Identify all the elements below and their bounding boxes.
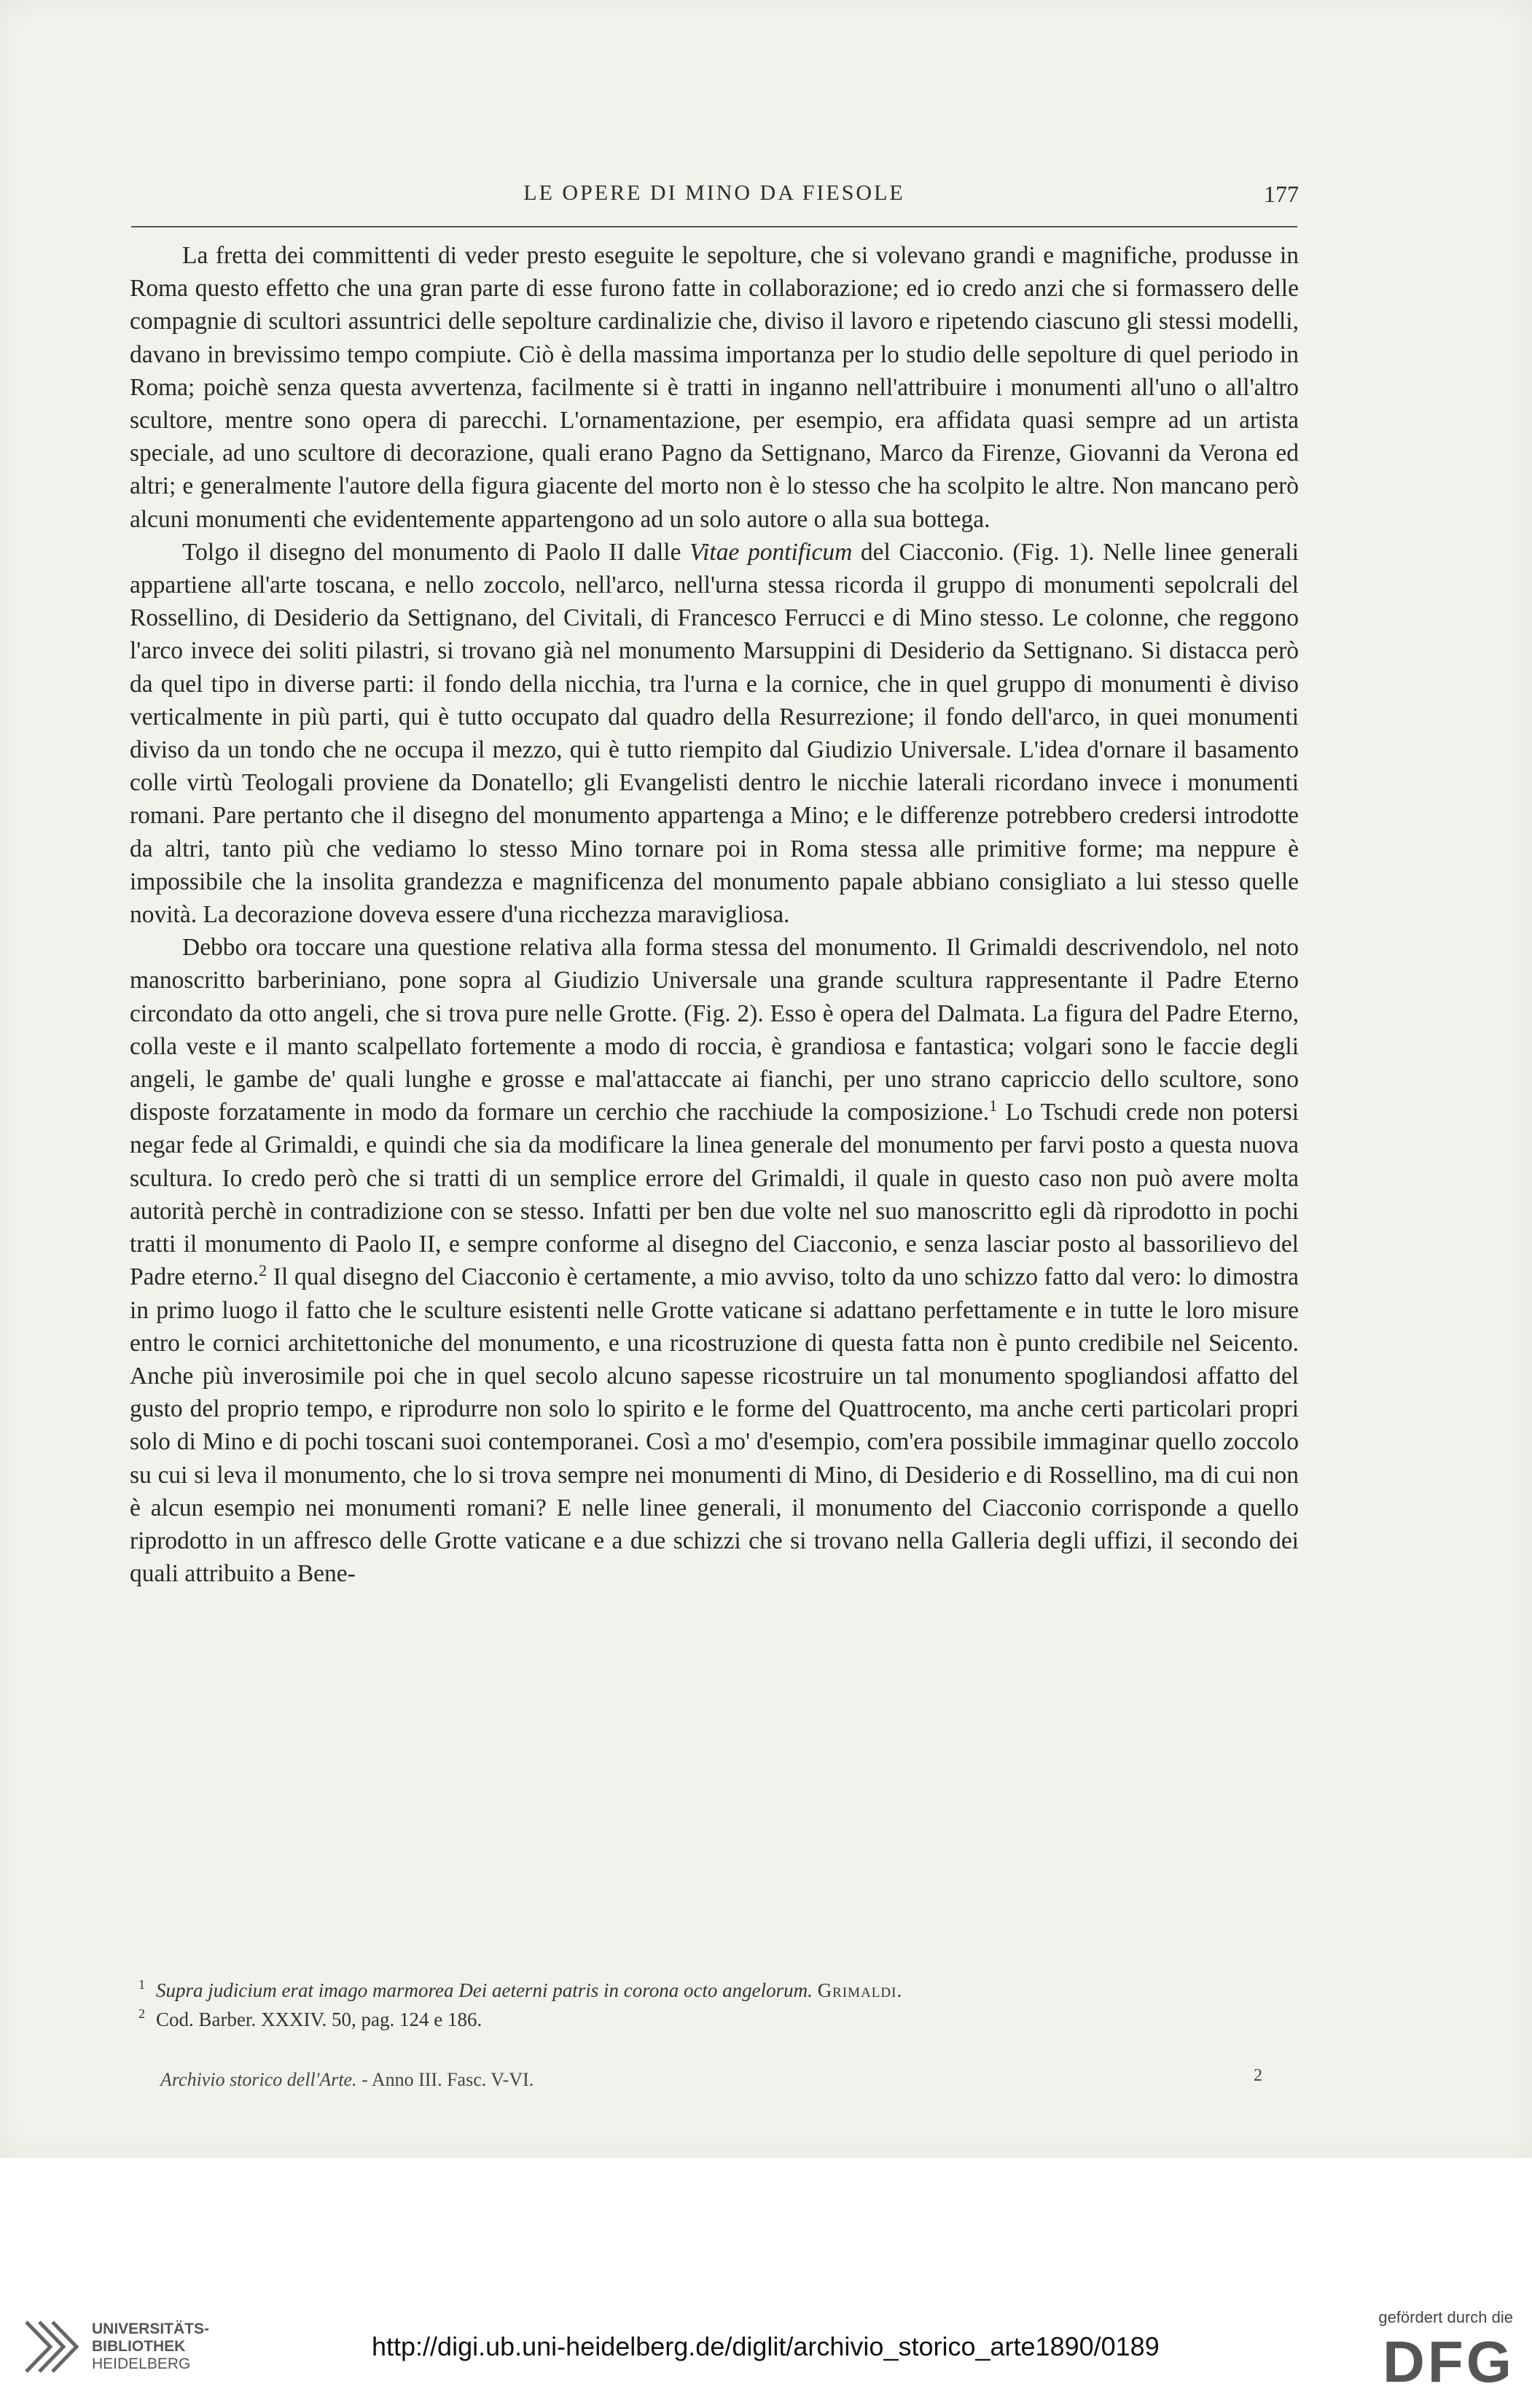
paragraph-3-text-a: Debbo ora toccare una questione relativa alla forma stessa del monumento. Il Grimaldi descrivendolo, nel noto manoscritto barberiniano, pone sopra al Giudizio Universale una grande scultura rappresentante il Padre Eterno circondato da otto angeli, che si trova pure nelle Grotte. (Fig. 2). Esso è opera del Dalmata. La figura del Padre Eterno, colla veste e il manto scalpellato fortemente a modo di roccia, è grandiosa e fantastica; volgari sono le faccie degli angeli, le gambe de' quali lunghe e grosse e mal'attaccate ai fianchi, per uno strano capriccio dello scultore, sono disposte forzatamente in modo da formare un cerchio che racchiude la composizione. (130, 934, 1299, 1126)
running-head (131, 181, 1297, 217)
paragraph-3-text-c: Il qual disegno del Ciacconio è certamente, a mio avviso, tolto da uno schizzo fatto dal vero: lo dimostra in primo luogo il fatto che le sculture esistenti nelle Grotte vaticane si adattano perfettamente e in tutte le loro misure entro le cornici architettoniche del monumento, e una ricostruzione di questa fatta non è punto credibile nel Seicento. Anche più inverosimile poi che in quel secolo alcuno sapesse ricostruire un tal monumento spogliandosi affatto del gusto del proprio tempo, e riprodurre non solo lo spirito e le forme del Quattrocento, ma anche certi particolari propri solo di Mino e di pochi toscani suoi contemporanei. Così a mo' d'esempio, com'era possibile immaginar quello zoccolo su cui si leva il monumento, che lo si trova sempre nei monumenti di Mino, di Desiderio e di Rossellino, ma di cui non è alcun esempio nei monumenti romani? E nelle linee generali, il monumento del Ciacconio corrisponde a quello riprodotto in un affresco delle Grotte vaticane e a due schizzi che si trovano nella Galleria degli uffizi, il secondo dei quali attribuito a Bene- (130, 1263, 1299, 1588)
library-name-line-1: UNIVERSITÄTS- (92, 2321, 210, 2337)
paragraph-1 (130, 239, 1299, 536)
paragraph-1-text: La fretta dei committenti di veder presto eseguite le sepolture, che si volevano grandi e magnifiche, produsse in Roma questo effetto che una gran parte di esse furono fatte in collaborazione; ed io credo anzi che si formassero delle compagnie di scultori assuntrici delle sepolture cardinalizie che, diviso il lavoro e ripetendo ciascuno gli stessi modelli, davano in brevissimo tempo compiute. Ciò è della massima importanza per lo studio delle sepolture di quel periodo in Roma; poichè senza questa avvertenza, facilmente si è tratti in inganno nell'attribuire i monumenti all'uno o all'altro scultore, mentre sono opera di parecchi. L'ornamentazione, per esempio, era affidata quasi sempre ad un artista speciale, ad uno scultore di decorazione, quali erano Pagno da Settignano, Marco da Firenze, Giovanni da Verona ed altri; e generalmente l'autore della figura giacente del morto non è lo stesso che ha scolpito le altre. Non mancano però alcuni monumenti che evidentemente appartengono ad un solo autore o alla sua bottega. (130, 242, 1299, 533)
dfg-logo[interactable]: DFG (1383, 2329, 1515, 2394)
paragraph-3-text-b: Lo Tschudi crede non potersi negar fede al Grimaldi, e quindi che sia da modificare la linea generale del monumento per farvi posto a questa nuova scultura. Io credo però che si tratti di un semplice errore del Grimaldi, il quale in questo caso non può avere molta autorità perchè in contradizione con se stesso. Infatti per ben due volte nel suo manoscritto egli dà riprodotto in pochi tratti il monumento di Paolo II, e sempre conforme al disegno del Ciacconio, e senza lasciar posto al bassorilievo del Padre eterno. (130, 1099, 1299, 1291)
header-rule (131, 226, 1297, 227)
footnote-2 (130, 2005, 1299, 2034)
footnote-ref-2[interactable]: 2 (259, 1261, 267, 1280)
footnote-2-text: Cod. Barber. XXXIV. 50, pag. 124 e 186. (156, 2008, 482, 2030)
footnote-ref-1[interactable]: 1 (989, 1096, 998, 1115)
library-name-line-2: BIBLIOTHEK (92, 2338, 186, 2355)
library-name-line-3: HEIDELBERG (92, 2356, 191, 2372)
paragraph-2-text-b: del Ciacconio. (Fig. 1). Nelle linee generali appartiene all'arte toscana, e nello zoccolo, nell'arco, nell'urna stessa ricorda il gruppo di monumenti sepolcrali del Rossellino, di Desiderio da Settignano, del Civitali, di Francesco Ferrucci e di Mino stesso. Le colonne, che reggono l'arco invece dei soliti pilastri, si trovano già nel monumento Marsuppini di Desiderio da Settignano. Si distacca però da quel tipo in diverse parti: il fondo della nicchia, tra l'urna e la cornice, che in quel gruppo di monumenti è diviso verticalmente in più parti, qui è tutto occupato dal quadro della Resurrezione; il fondo dell'arco, in quei monumenti diviso da un tondo che ne occupa il mezzo, qui è tutto riempito dal Giudizio Universale. L'idea d'ornare il basamento colle virtù Teologali proviene da Donatello; gli Evangelisti dentro le nicchie laterali ricordano invece i monumenti romani. Pare pertanto che il disegno del monumento appartenga a Mino; e le differenze potrebbero credersi introdotte da altri, tanto più che vediamo lo stesso Mino tornare poi in Roma stessa alle primitive forme; ma neppure è impossibile che la insolita grandezza e magnificenza del monumento papale abbiano consigliato a lui stesso quelle novità. La decorazione doveva essere d'una ricchezza maravigliosa. (130, 538, 1299, 929)
page-number: 177 (1264, 181, 1299, 207)
footnote-1-quote: Supra judicium erat imago marmorea Dei aeterni patris in corona octo angelorum. (156, 1979, 813, 2001)
signature-mark: 2 (1254, 2066, 1262, 2085)
journal-issue: - Anno III. Fasc. V-VI. (356, 2069, 534, 2090)
paragraph-2-text-a: Tolgo il disegno del monumento di Paolo II dalle (182, 538, 690, 566)
paragraph-3 (130, 931, 1299, 1590)
footnote-1 (130, 1976, 1299, 2005)
footnote-1-mark: 1 (138, 1977, 145, 1992)
footnotes (130, 1976, 1299, 2034)
university-library-name[interactable] (92, 2321, 209, 2373)
footnote-1-author: Grimaldi. (817, 1979, 903, 2001)
journal-title: Archivio storico dell'Arte. (160, 2069, 357, 2090)
funding-caption: gefördert durch die (1378, 2308, 1513, 2326)
source-url-link[interactable]: http://digi.ub.uni-heidelberg.de/diglit/archivio_storico_arte1890/0189 (372, 2331, 1160, 2361)
journal-footer (160, 2069, 534, 2091)
running-title: LE OPERE DI MINO DA FIESOLE (523, 181, 905, 205)
footnote-2-mark: 2 (138, 2006, 145, 2021)
paragraph-2-italic-title: Vitae pontificum (689, 538, 853, 566)
article-body (130, 239, 1299, 1590)
university-library-logo-icon[interactable] (17, 2315, 83, 2380)
paragraph-2 (130, 536, 1299, 931)
